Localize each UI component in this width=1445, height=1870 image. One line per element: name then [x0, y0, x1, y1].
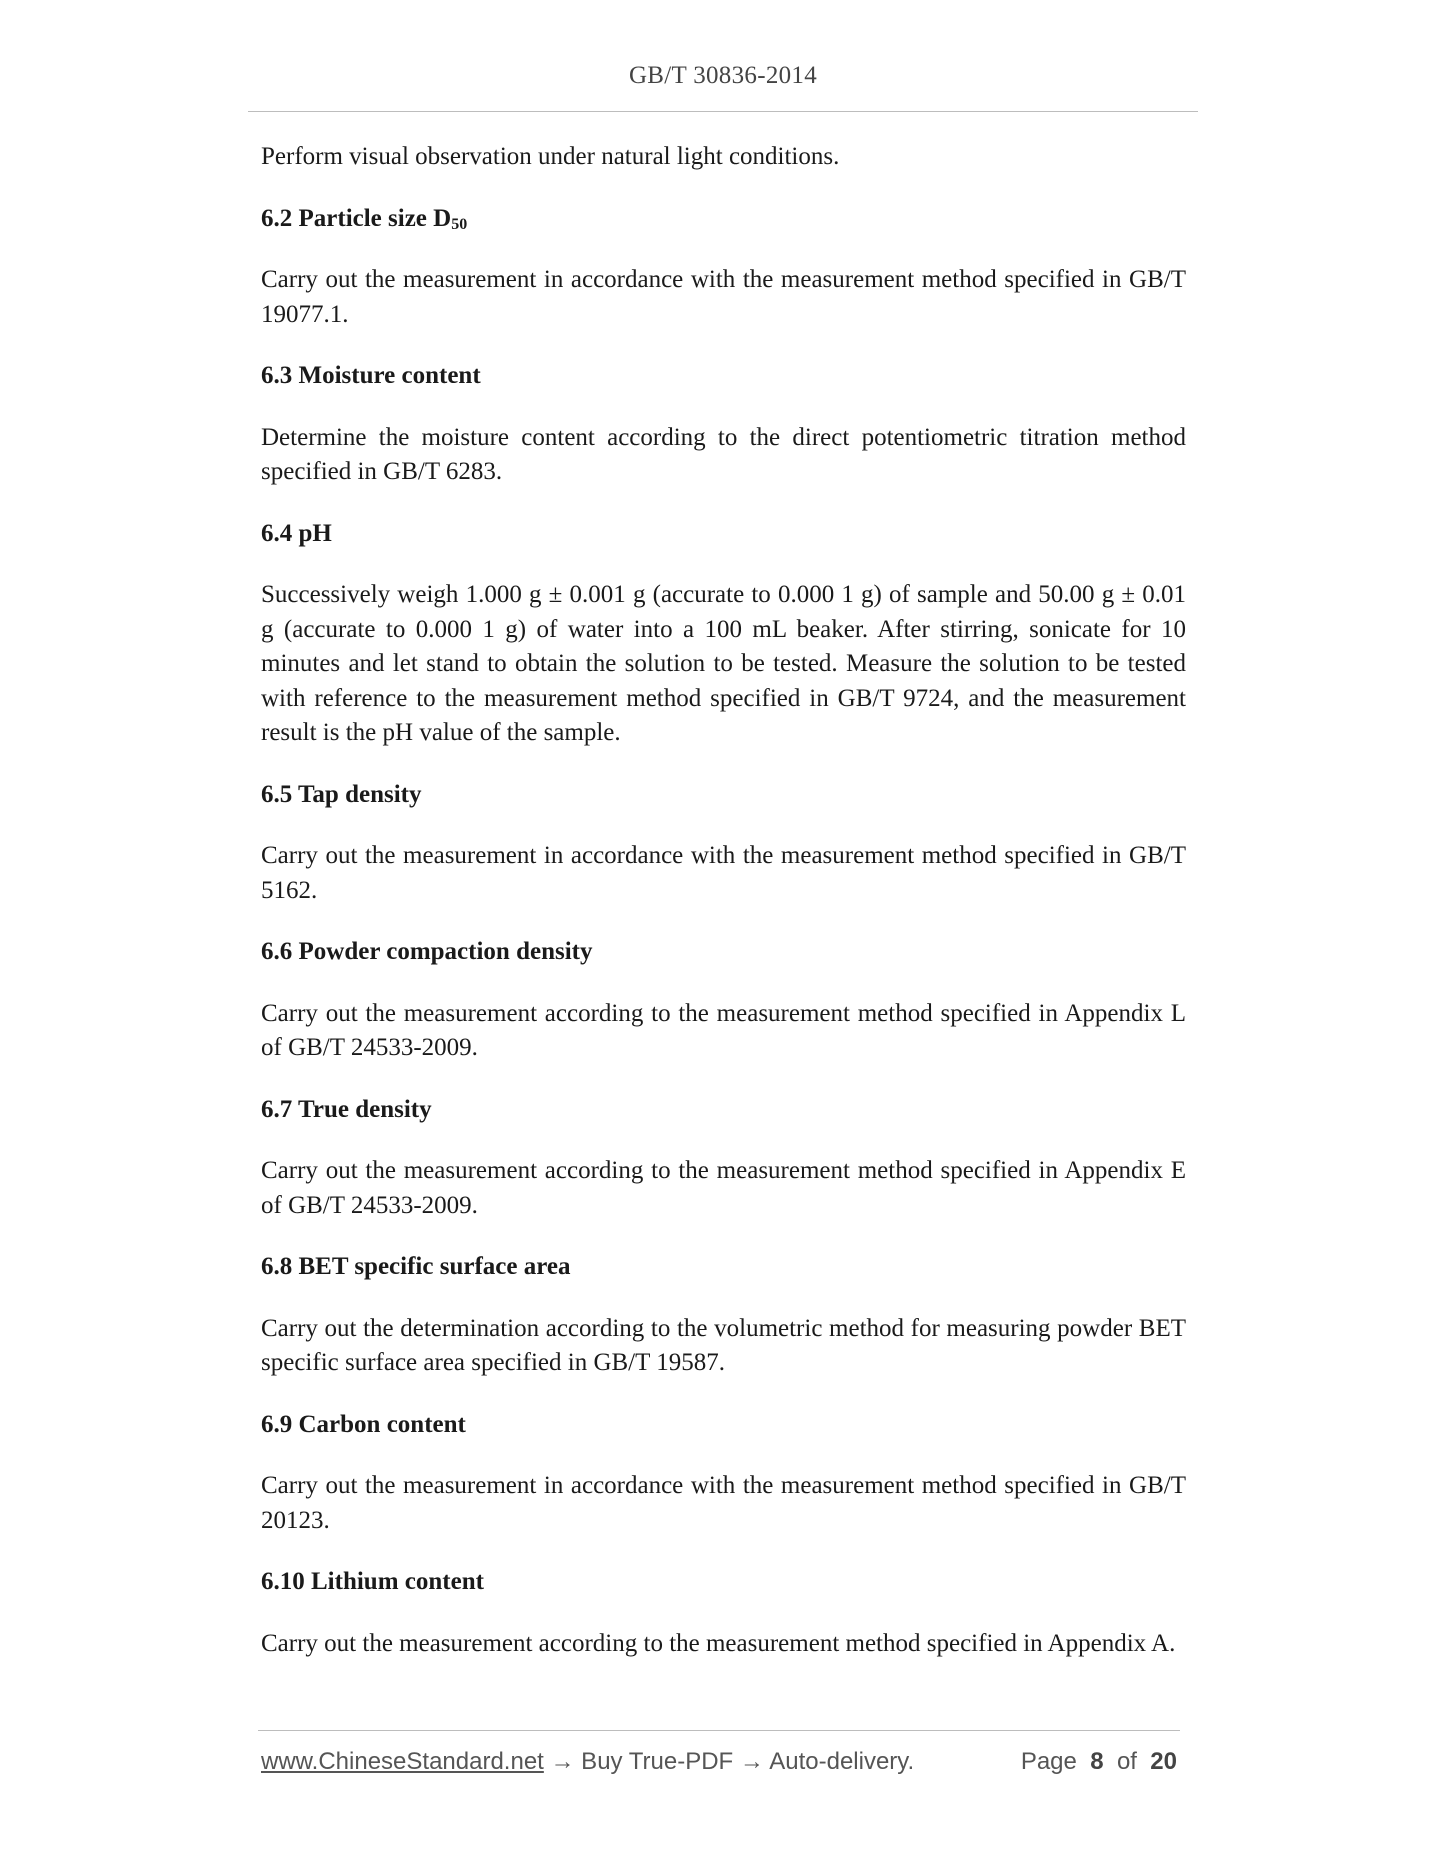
- footer-promo-text: → Buy True-PDF → Auto-delivery.: [543, 1748, 915, 1775]
- section-body-6-6: Carry out the measurement according to the measurement method specified in Appendix L of GB/T 24533-2009.: [261, 999, 1186, 1061]
- page-of-label: of: [1116, 1748, 1137, 1775]
- section-heading-6-5: 6.5 Tap density: [261, 780, 422, 808]
- section-heading-6-8: 6.8 BET specific surface area: [261, 1253, 571, 1280]
- section-heading-6-10: 6.10 Lithium content: [261, 1568, 484, 1595]
- intro-paragraph: Perform visual observation under natural light conditions.: [261, 143, 840, 170]
- section-heading-6-3: 6.3 Moisture content: [261, 362, 481, 389]
- section-heading-6-2-subscript: 50: [451, 215, 468, 233]
- section-heading-6-9: 6.9 Carbon content: [261, 1410, 466, 1438]
- section-body-6-2: Carry out the measurement in accordance with the measurement method specified in GB/T 19077.1.: [261, 266, 1186, 328]
- section-body-6-4: Successively weigh 1.000 g ± 0.001 g (accurate to 0.000 1 g) of sample and 50.00 g ± 0.01 g (accurate to 0.000 1 g) of water into a 100 mL beaker. After stirring, sonicate for 10 minutes and let stand to obtain the solution to be tested. Measure the solution to be tested with reference to the measurement method specified in GB/T 9724, and the measurement result is the pH value of the sample.: [261, 581, 1186, 746]
- header-divider: [248, 111, 1198, 112]
- current-page-number: 8: [1090, 1748, 1104, 1775]
- section-body-6-3: Determine the moisture content according to the direct potentiometric titration method specified in GB/T 6283.: [261, 423, 1186, 485]
- footer-divider: [258, 1730, 1180, 1731]
- section-heading-6-6: 6.6 Powder compaction density: [261, 938, 593, 965]
- document-body: [261, 140, 1186, 1688]
- section-heading-6-2-text: 6.2 Particle size D: [261, 204, 452, 232]
- section-heading-6-2: [261, 202, 1186, 237]
- section-body-6-10: Carry out the measurement according to the measurement method specified in Appendix A.: [261, 1629, 1176, 1657]
- section-body-6-9: Carry out the measurement in accordance with the measurement method specified in GB/T 20123.: [261, 1472, 1186, 1534]
- section-body-6-5: Carry out the measurement in accordance with the measurement method specified in GB/T 5162.: [261, 842, 1186, 904]
- page-header-standard-code: GB/T 30836-2014: [628, 62, 818, 89]
- section-heading-6-4: 6.4 pH: [261, 519, 332, 547]
- footer-promo: [261, 1748, 914, 1776]
- total-pages-number: 20: [1150, 1748, 1177, 1775]
- section-body-6-8: Carry out the determination according to the volumetric method for measuring powder BET specific surface area specified in GB/T 19587.: [261, 1314, 1186, 1376]
- page-indicator: [1021, 1748, 1177, 1776]
- section-heading-6-7: 6.7 True density: [261, 1095, 432, 1123]
- section-body-6-7: Carry out the measurement according to the measurement method specified in Appendix E of GB/T 24533-2009.: [261, 1157, 1186, 1219]
- site-link[interactable]: www.ChineseStandard.net: [261, 1748, 544, 1775]
- page-label: Page: [1020, 1748, 1077, 1775]
